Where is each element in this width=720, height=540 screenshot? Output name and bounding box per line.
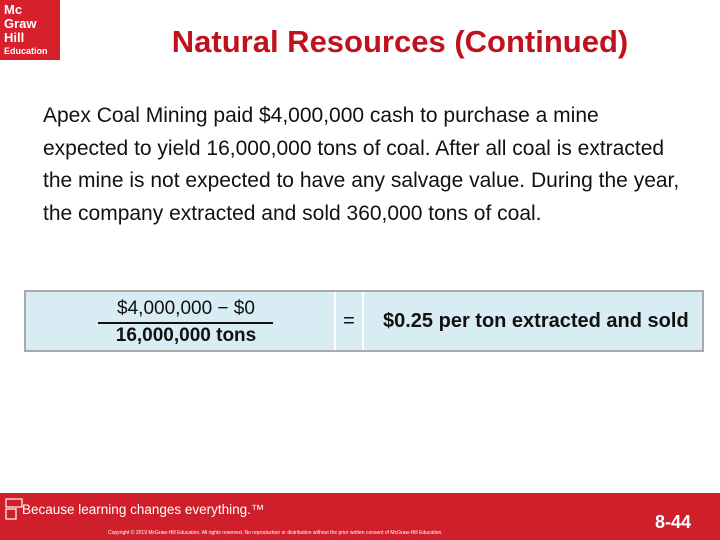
brand-mark-icon xyxy=(5,498,23,520)
formula-denominator: 16,000,000 tons xyxy=(115,325,257,346)
depletion-formula-box xyxy=(24,290,704,352)
footer-bar xyxy=(0,493,720,540)
mcgraw-hill-logo xyxy=(0,0,60,60)
footer-tagline: Because learning changes everything.™ xyxy=(22,502,265,517)
logo-line-1: Mc xyxy=(4,2,23,17)
slide-title: Natural Resources (Continued) xyxy=(171,24,629,59)
formula-equals-sign: = xyxy=(343,310,355,332)
slide-number: 8-44 xyxy=(655,512,692,532)
copyright-notice: Copyright © 2019 McGraw-Hill Education. All rights reserved. No reproduction or distribution without the prior written consent of McGraw-Hill Education. xyxy=(108,530,443,536)
logo-line-2: Graw xyxy=(4,16,37,31)
formula-numerator: $4,000,000 − $0 xyxy=(117,298,255,319)
logo-line-4: Education xyxy=(4,46,48,56)
formula-result: $0.25 per ton extracted and sold xyxy=(383,310,689,332)
problem-description: Apex Coal Mining paid $4,000,000 cash to purchase a mine expected to yield 16,000,000 tons of coal. After all coal is extracted the mine is not expected to have any salvage value. During the year, the company extracted and sold 360,000 tons of coal. xyxy=(43,104,680,225)
logo-line-3: Hill xyxy=(4,30,25,45)
formula-fraction xyxy=(26,292,336,350)
formula-divider-right xyxy=(362,292,364,350)
